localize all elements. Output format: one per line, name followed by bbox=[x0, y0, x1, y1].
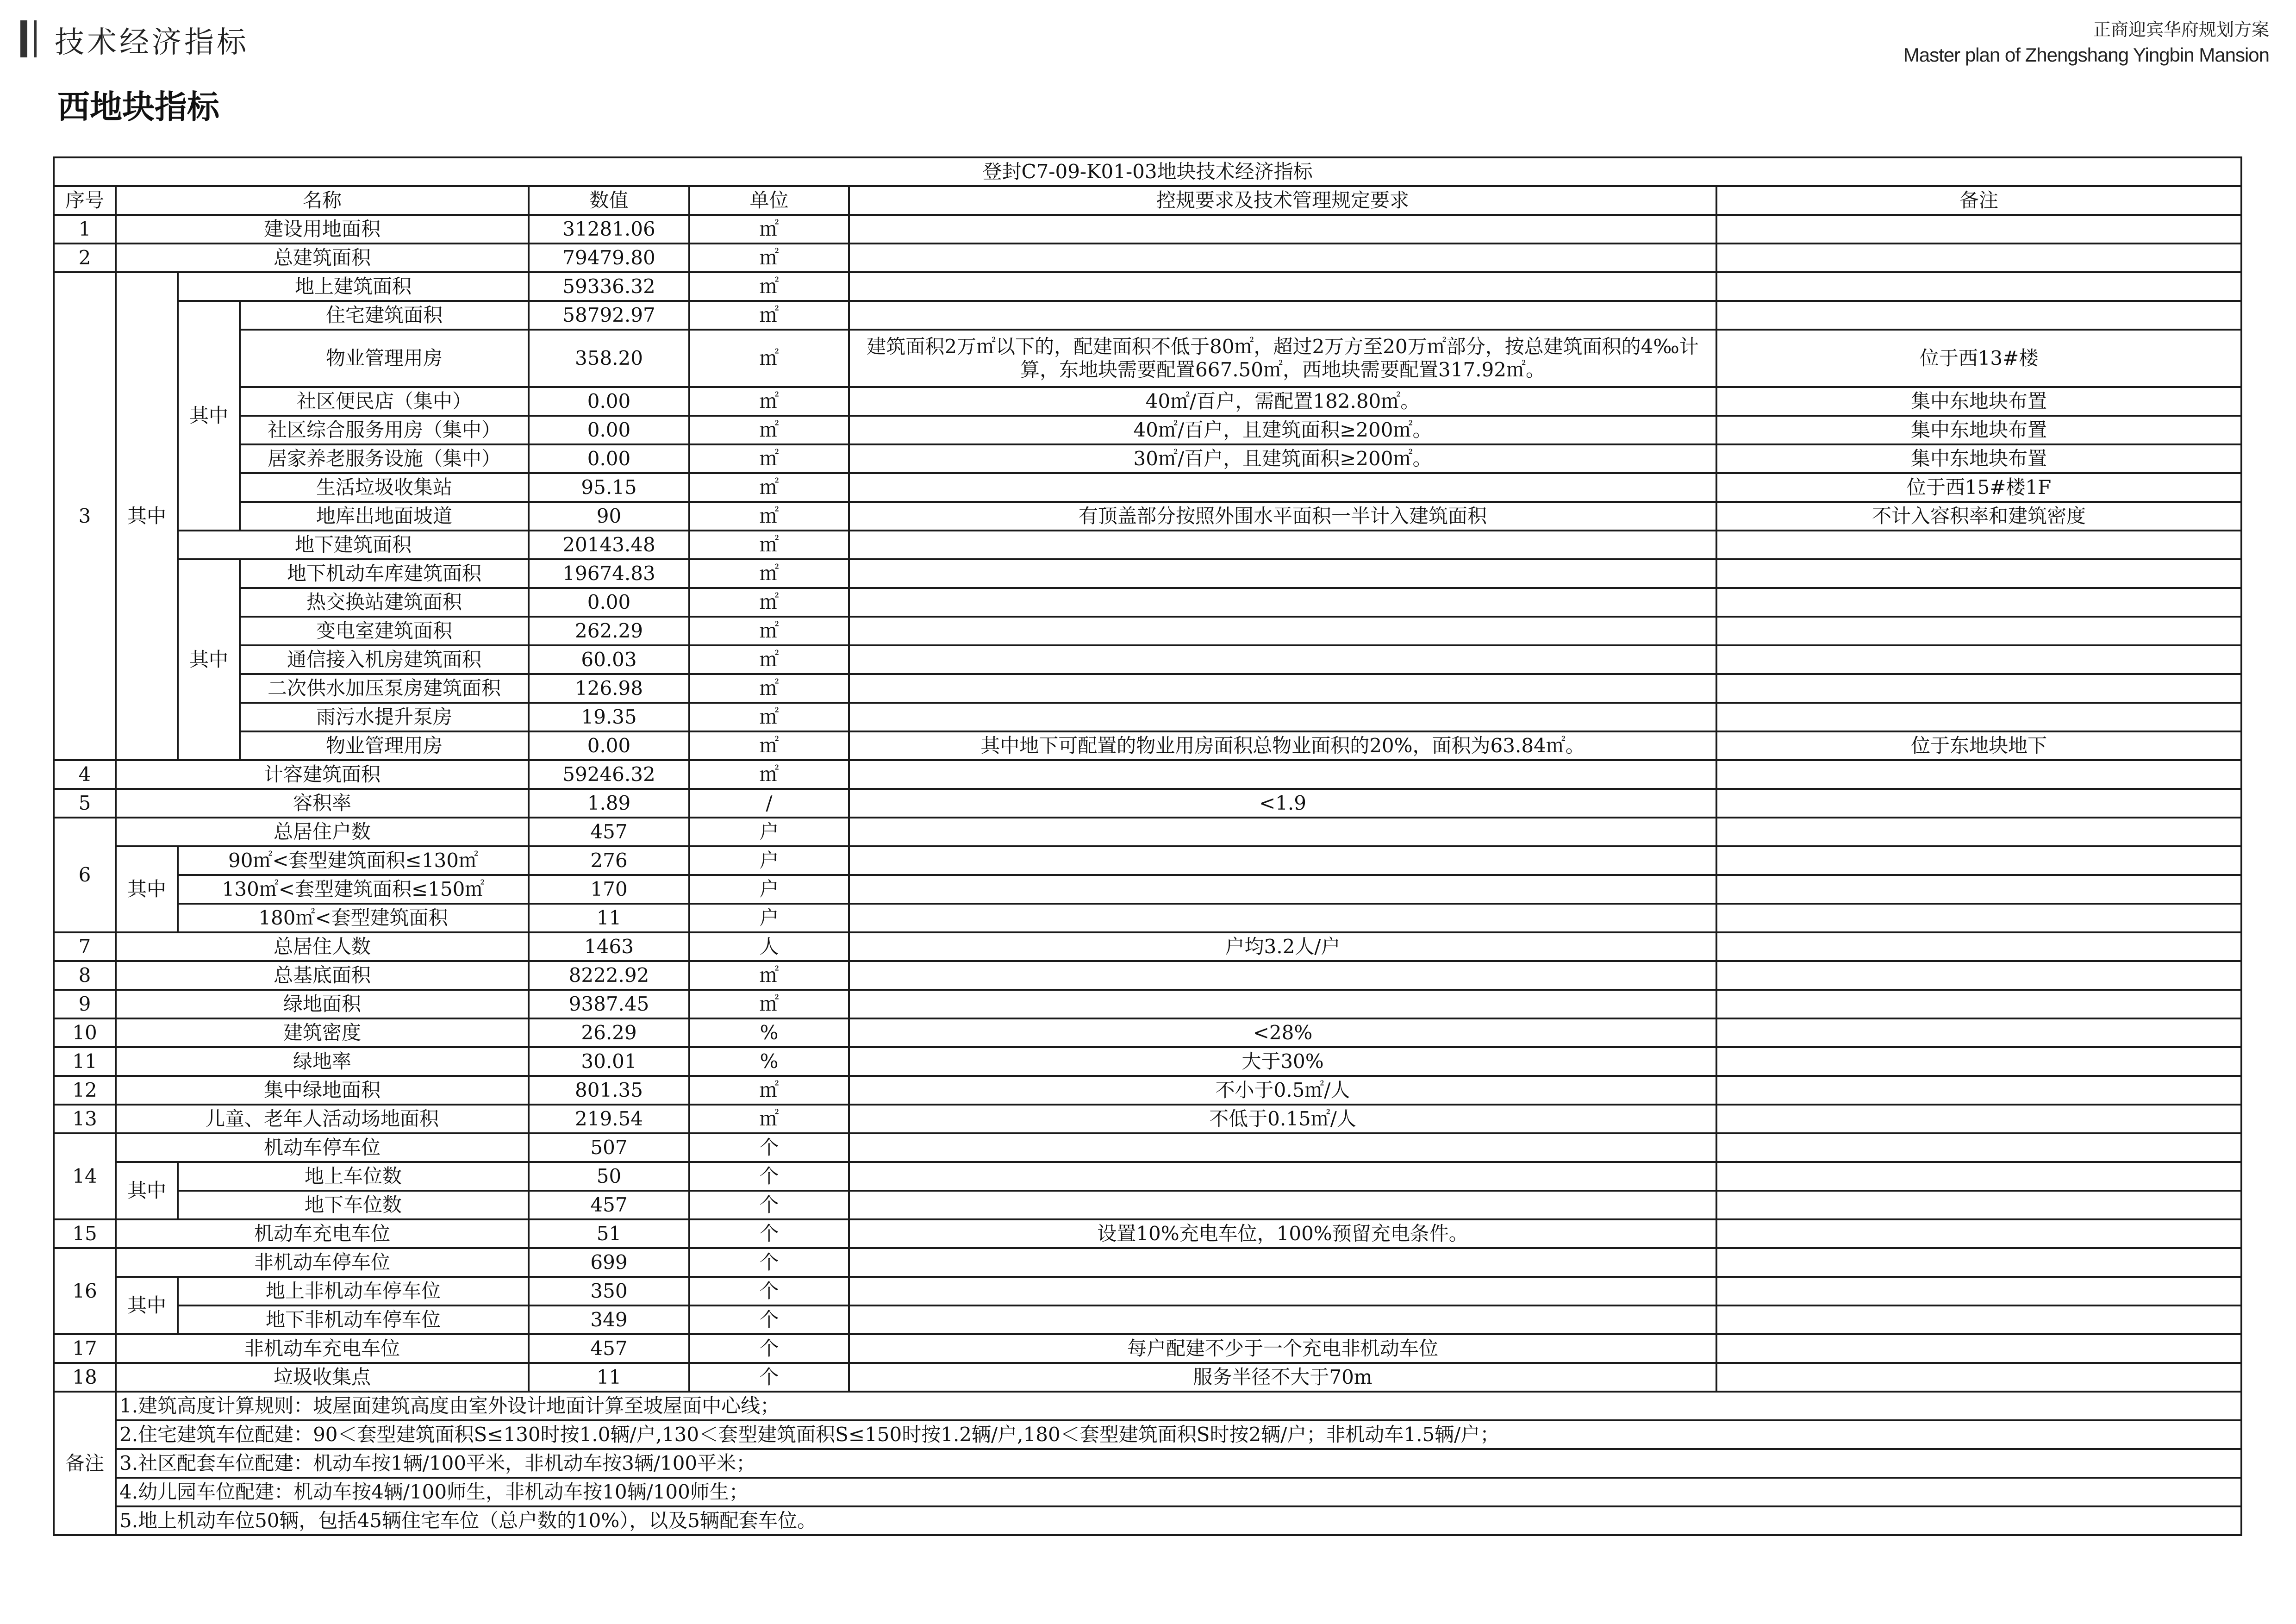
row-number: 3 bbox=[54, 272, 116, 760]
item-note bbox=[1716, 1219, 2241, 1248]
header-no: 序号 bbox=[54, 186, 116, 215]
item-unit: ㎡ bbox=[689, 1105, 849, 1133]
item-value: 50 bbox=[529, 1162, 689, 1191]
item-unit: 个 bbox=[689, 1248, 849, 1277]
item-note: 集中东地块布置 bbox=[1716, 387, 2241, 416]
item-value: 20143.48 bbox=[529, 531, 689, 559]
item-requirement: 每户配建不少于一个充电非机动车位 bbox=[849, 1334, 1716, 1363]
table-row bbox=[54, 846, 2241, 875]
item-value: 9387.45 bbox=[529, 990, 689, 1018]
item-name: 物业管理用房 bbox=[240, 731, 529, 760]
item-note bbox=[1716, 559, 2241, 588]
item-note bbox=[1716, 1018, 2241, 1047]
table-row bbox=[54, 818, 2241, 846]
item-note bbox=[1716, 760, 2241, 789]
qizhong-label: 其中 bbox=[178, 301, 240, 531]
header-note: 备注 bbox=[1716, 186, 2241, 215]
item-unit: ㎡ bbox=[689, 301, 849, 330]
item-unit: ㎡ bbox=[689, 272, 849, 301]
item-name: 社区综合服务用房（集中） bbox=[240, 416, 529, 444]
item-value: 358.20 bbox=[529, 330, 689, 387]
item-name: 二次供水加压泵房建筑面积 bbox=[240, 674, 529, 703]
item-name: 130㎡<套型建筑面积≤150㎡ bbox=[178, 875, 529, 904]
remark-line: 5.地上机动车位50辆，包括45辆住宅车位（总户数的10%），以及5辆配套车位。 bbox=[116, 1506, 2241, 1535]
item-unit: ㎡ bbox=[689, 559, 849, 588]
item-value: 1463 bbox=[529, 932, 689, 961]
item-note bbox=[1716, 215, 2241, 244]
item-name: 机动车停车位 bbox=[116, 1133, 529, 1162]
item-note bbox=[1716, 703, 2241, 731]
item-requirement bbox=[849, 617, 1716, 645]
row-number: 10 bbox=[54, 1018, 116, 1047]
item-value: 0.00 bbox=[529, 444, 689, 473]
item-name: 总居住人数 bbox=[116, 932, 529, 961]
item-name: 地上非机动车停车位 bbox=[178, 1277, 529, 1305]
item-unit: ㎡ bbox=[689, 617, 849, 645]
item-unit: ㎡ bbox=[689, 1076, 849, 1105]
item-note bbox=[1716, 846, 2241, 875]
table-row bbox=[54, 760, 2241, 789]
item-unit: ㎡ bbox=[689, 502, 849, 531]
item-note bbox=[1716, 1277, 2241, 1305]
item-name: 生活垃圾收集站 bbox=[240, 473, 529, 502]
item-note bbox=[1716, 875, 2241, 904]
item-unit: ㎡ bbox=[689, 444, 849, 473]
row-number: 8 bbox=[54, 961, 116, 990]
item-name: 建设用地面积 bbox=[116, 215, 529, 244]
item-name: 儿童、老年人活动场地面积 bbox=[116, 1105, 529, 1133]
table-row bbox=[54, 1248, 2241, 1277]
table-row bbox=[54, 932, 2241, 961]
item-requirement bbox=[849, 961, 1716, 990]
item-note bbox=[1716, 244, 2241, 272]
table-row bbox=[54, 674, 2241, 703]
row-number: 11 bbox=[54, 1047, 116, 1076]
item-requirement: 设置10%充电车位，100%预留充电条件。 bbox=[849, 1219, 1716, 1248]
item-unit: 个 bbox=[689, 1133, 849, 1162]
project-brand bbox=[1903, 18, 2269, 68]
item-unit: ㎡ bbox=[689, 990, 849, 1018]
item-requirement bbox=[849, 674, 1716, 703]
item-value: 457 bbox=[529, 1334, 689, 1363]
item-requirement bbox=[849, 904, 1716, 932]
title-bar-mark bbox=[20, 20, 27, 57]
item-value: 60.03 bbox=[529, 645, 689, 674]
item-note bbox=[1716, 1047, 2241, 1076]
item-name: 社区便民店（集中） bbox=[240, 387, 529, 416]
item-value: 262.29 bbox=[529, 617, 689, 645]
item-name: 地库出地面坡道 bbox=[240, 502, 529, 531]
section-title: 西地块指标 bbox=[57, 88, 219, 126]
item-value: 0.00 bbox=[529, 588, 689, 617]
table-row bbox=[54, 617, 2241, 645]
item-note bbox=[1716, 1363, 2241, 1392]
item-requirement bbox=[849, 760, 1716, 789]
remarks-label: 备注 bbox=[54, 1392, 116, 1535]
table-row bbox=[54, 416, 2241, 444]
item-requirement bbox=[849, 703, 1716, 731]
item-requirement: 建筑面积2万㎡以下的，配建面积不低于80㎡，超过2万方至20万㎡部分，按总建筑面积的4‰计算，东地块需要配置667.50㎡，西地块需要配置317.92㎡。 bbox=[849, 330, 1716, 387]
item-unit: ㎡ bbox=[689, 531, 849, 559]
item-name: 地下非机动车停车位 bbox=[178, 1305, 529, 1334]
item-unit: 户 bbox=[689, 846, 849, 875]
item-name: 非机动车充电车位 bbox=[116, 1334, 529, 1363]
item-unit: ㎡ bbox=[689, 703, 849, 731]
table-row bbox=[54, 301, 2241, 330]
item-value: 350 bbox=[529, 1277, 689, 1305]
item-requirement bbox=[849, 588, 1716, 617]
item-value: 59336.32 bbox=[529, 272, 689, 301]
item-value: 79479.80 bbox=[529, 244, 689, 272]
table-row bbox=[54, 502, 2241, 531]
title-bar-mark-thin bbox=[34, 20, 37, 57]
table-row bbox=[54, 330, 2241, 387]
table-row bbox=[54, 1047, 2241, 1076]
table-row bbox=[54, 559, 2241, 588]
item-note bbox=[1716, 961, 2241, 990]
item-note bbox=[1716, 1305, 2241, 1334]
row-number: 14 bbox=[54, 1133, 116, 1219]
item-value: 30.01 bbox=[529, 1047, 689, 1076]
item-value: 457 bbox=[529, 818, 689, 846]
item-unit: ㎡ bbox=[689, 961, 849, 990]
item-name: 绿地率 bbox=[116, 1047, 529, 1076]
item-value: 349 bbox=[529, 1305, 689, 1334]
row-number: 13 bbox=[54, 1105, 116, 1133]
item-requirement bbox=[849, 846, 1716, 875]
row-number: 12 bbox=[54, 1076, 116, 1105]
item-name: 物业管理用房 bbox=[240, 330, 529, 387]
table-row bbox=[54, 875, 2241, 904]
item-requirement: 不低于0.15㎡/人 bbox=[849, 1105, 1716, 1133]
table-row bbox=[54, 531, 2241, 559]
header-value: 数值 bbox=[529, 186, 689, 215]
item-note bbox=[1716, 1105, 2241, 1133]
item-requirement bbox=[849, 818, 1716, 846]
item-name: 集中绿地面积 bbox=[116, 1076, 529, 1105]
item-unit: 个 bbox=[689, 1162, 849, 1191]
table-row bbox=[54, 588, 2241, 617]
item-requirement bbox=[849, 1305, 1716, 1334]
item-value: 11 bbox=[529, 904, 689, 932]
qizhong-label: 其中 bbox=[178, 559, 240, 760]
item-name: 变电室建筑面积 bbox=[240, 617, 529, 645]
table-row bbox=[54, 1478, 2241, 1506]
table-row bbox=[54, 473, 2241, 502]
item-name: 雨污水提升泵房 bbox=[240, 703, 529, 731]
item-requirement bbox=[849, 1162, 1716, 1191]
item-unit: 个 bbox=[689, 1305, 849, 1334]
table-row bbox=[54, 1076, 2241, 1105]
item-note bbox=[1716, 531, 2241, 559]
item-requirement bbox=[849, 531, 1716, 559]
item-note: 不计入容积率和建筑密度 bbox=[1716, 502, 2241, 531]
table-row bbox=[54, 961, 2241, 990]
item-requirement bbox=[849, 244, 1716, 272]
indicator-table bbox=[53, 156, 2242, 1536]
item-name: 180㎡<套型建筑面积 bbox=[178, 904, 529, 932]
caption-row bbox=[54, 157, 2241, 186]
row-number: 7 bbox=[54, 932, 116, 961]
item-value: 19674.83 bbox=[529, 559, 689, 588]
item-unit: 个 bbox=[689, 1334, 849, 1363]
table-row bbox=[54, 789, 2241, 818]
item-name: 机动车充电车位 bbox=[116, 1219, 529, 1248]
item-unit: 户 bbox=[689, 818, 849, 846]
item-requirement bbox=[849, 559, 1716, 588]
qizhong-label: 其中 bbox=[116, 846, 178, 932]
table-row bbox=[54, 215, 2241, 244]
item-value: 126.98 bbox=[529, 674, 689, 703]
item-requirement bbox=[849, 875, 1716, 904]
item-unit: % bbox=[689, 1018, 849, 1047]
item-value: 801.35 bbox=[529, 1076, 689, 1105]
item-name: 地上车位数 bbox=[178, 1162, 529, 1191]
item-name: 绿地面积 bbox=[116, 990, 529, 1018]
item-note: 位于东地块地下 bbox=[1716, 731, 2241, 760]
item-requirement: 不小于0.5㎡/人 bbox=[849, 1076, 1716, 1105]
table-row bbox=[54, 387, 2241, 416]
row-number: 16 bbox=[54, 1248, 116, 1334]
table-row bbox=[54, 1506, 2241, 1535]
row-number: 17 bbox=[54, 1334, 116, 1363]
item-note bbox=[1716, 789, 2241, 818]
item-requirement: 其中地下可配置的物业用房面积总物业面积的20%，面积为63.84㎡。 bbox=[849, 731, 1716, 760]
row-number: 18 bbox=[54, 1363, 116, 1392]
item-value: 276 bbox=[529, 846, 689, 875]
item-value: 26.29 bbox=[529, 1018, 689, 1047]
item-note bbox=[1716, 674, 2241, 703]
item-note: 位于西13#楼 bbox=[1716, 330, 2241, 387]
table-row bbox=[54, 645, 2241, 674]
item-note bbox=[1716, 904, 2241, 932]
item-requirement: <28% bbox=[849, 1018, 1716, 1047]
item-value: 1.89 bbox=[529, 789, 689, 818]
item-requirement bbox=[849, 1133, 1716, 1162]
table-row bbox=[54, 731, 2241, 760]
table-row bbox=[54, 1363, 2241, 1392]
remark-line: 2.住宅建筑车位配建：90＜套型建筑面积S≤130时按1.0辆/户,130＜套型建筑面积S≤150时按1.2辆/户,180＜套型建筑面积S时按2辆/户；非机动车1.5辆/户； bbox=[116, 1420, 2241, 1449]
item-unit: ㎡ bbox=[689, 330, 849, 387]
item-unit: 个 bbox=[689, 1191, 849, 1219]
item-name: 容积率 bbox=[116, 789, 529, 818]
item-value: 51 bbox=[529, 1219, 689, 1248]
table-row bbox=[54, 1449, 2241, 1478]
item-requirement bbox=[849, 1248, 1716, 1277]
item-note bbox=[1716, 272, 2241, 301]
table-caption: 登封C7-09-K01-03地块技术经济指标 bbox=[54, 157, 2241, 186]
header-row bbox=[54, 186, 2241, 215]
item-name: 居家养老服务设施（集中） bbox=[240, 444, 529, 473]
page-title: 技术经济指标 bbox=[55, 25, 249, 60]
item-note bbox=[1716, 1162, 2241, 1191]
remark-line: 3.社区配套车位配建：机动车按1辆/100平米，非机动车按3辆/100平米； bbox=[116, 1449, 2241, 1478]
item-value: 0.00 bbox=[529, 387, 689, 416]
item-name: 地下机动车库建筑面积 bbox=[240, 559, 529, 588]
item-name: 非机动车停车位 bbox=[116, 1248, 529, 1277]
item-value: 95.15 bbox=[529, 473, 689, 502]
item-unit: ㎡ bbox=[689, 645, 849, 674]
brand-english: Master plan of Zhengshang Yingbin Mansion bbox=[1903, 44, 2269, 66]
item-requirement bbox=[849, 215, 1716, 244]
table-row bbox=[54, 1018, 2241, 1047]
row-number: 1 bbox=[54, 215, 116, 244]
item-value: 8222.92 bbox=[529, 961, 689, 990]
item-unit: ㎡ bbox=[689, 588, 849, 617]
qizhong-label: 其中 bbox=[116, 272, 178, 760]
item-requirement bbox=[849, 272, 1716, 301]
table-row bbox=[54, 1420, 2241, 1449]
item-value: 59246.32 bbox=[529, 760, 689, 789]
item-value: 0.00 bbox=[529, 731, 689, 760]
item-value: 219.54 bbox=[529, 1105, 689, 1133]
item-unit: ㎡ bbox=[689, 473, 849, 502]
item-requirement: 40㎡/百户，需配置182.80㎡。 bbox=[849, 387, 1716, 416]
item-unit: ㎡ bbox=[689, 215, 849, 244]
table-row bbox=[54, 1392, 2241, 1420]
item-note bbox=[1716, 1191, 2241, 1219]
item-requirement bbox=[849, 645, 1716, 674]
item-note bbox=[1716, 617, 2241, 645]
item-requirement bbox=[849, 1191, 1716, 1219]
item-unit: % bbox=[689, 1047, 849, 1076]
item-note: 集中东地块布置 bbox=[1716, 416, 2241, 444]
item-note: 集中东地块布置 bbox=[1716, 444, 2241, 473]
brand-chinese: 正商迎宾华府规划方案 bbox=[2093, 20, 2269, 40]
row-number: 2 bbox=[54, 244, 116, 272]
item-value: 507 bbox=[529, 1133, 689, 1162]
remark-line: 1.建筑高度计算规则：坡屋面建筑高度由室外设计地面计算至坡屋面中心线； bbox=[116, 1392, 2241, 1420]
table-row bbox=[54, 1162, 2241, 1191]
table-row bbox=[54, 1334, 2241, 1363]
item-unit: ㎡ bbox=[689, 387, 849, 416]
item-note bbox=[1716, 1133, 2241, 1162]
item-requirement bbox=[849, 990, 1716, 1018]
item-requirement: 户均3.2人/户 bbox=[849, 932, 1716, 961]
item-value: 699 bbox=[529, 1248, 689, 1277]
table-row bbox=[54, 703, 2241, 731]
item-value: 457 bbox=[529, 1191, 689, 1219]
qizhong-label: 其中 bbox=[116, 1277, 178, 1334]
item-requirement: 服务半径不大于70m bbox=[849, 1363, 1716, 1392]
item-note bbox=[1716, 1076, 2241, 1105]
item-value: 31281.06 bbox=[529, 215, 689, 244]
item-note bbox=[1716, 932, 2241, 961]
item-value: 0.00 bbox=[529, 416, 689, 444]
item-note: 位于西15#楼1F bbox=[1716, 473, 2241, 502]
item-requirement: 有顶盖部分按照外围水平面积一半计入建筑面积 bbox=[849, 502, 1716, 531]
item-name: 总建筑面积 bbox=[116, 244, 529, 272]
item-unit: 户 bbox=[689, 875, 849, 904]
item-name: 热交换站建筑面积 bbox=[240, 588, 529, 617]
item-requirement: 大于30% bbox=[849, 1047, 1716, 1076]
header-name: 名称 bbox=[116, 186, 529, 215]
table-row bbox=[54, 1219, 2241, 1248]
item-name: 住宅建筑面积 bbox=[240, 301, 529, 330]
item-note bbox=[1716, 818, 2241, 846]
table-row bbox=[54, 1191, 2241, 1219]
row-number: 5 bbox=[54, 789, 116, 818]
table-row bbox=[54, 1277, 2241, 1305]
item-unit: 人 bbox=[689, 932, 849, 961]
item-note bbox=[1716, 301, 2241, 330]
table-row bbox=[54, 1133, 2241, 1162]
item-requirement: 40㎡/百户，且建筑面积≥200㎡。 bbox=[849, 416, 1716, 444]
item-note bbox=[1716, 645, 2241, 674]
item-note bbox=[1716, 1248, 2241, 1277]
item-name: 地上建筑面积 bbox=[178, 272, 529, 301]
item-value: 90 bbox=[529, 502, 689, 531]
table-row bbox=[54, 444, 2241, 473]
item-requirement bbox=[849, 1277, 1716, 1305]
item-unit: 个 bbox=[689, 1219, 849, 1248]
item-note bbox=[1716, 1334, 2241, 1363]
item-unit: 个 bbox=[689, 1277, 849, 1305]
item-unit: 个 bbox=[689, 1363, 849, 1392]
row-number: 9 bbox=[54, 990, 116, 1018]
item-name: 通信接入机房建筑面积 bbox=[240, 645, 529, 674]
item-name: 总居住户数 bbox=[116, 818, 529, 846]
item-name: 地下建筑面积 bbox=[178, 531, 529, 559]
item-unit: ㎡ bbox=[689, 674, 849, 703]
item-unit: / bbox=[689, 789, 849, 818]
item-name: 90㎡<套型建筑面积≤130㎡ bbox=[178, 846, 529, 875]
item-name: 总基底面积 bbox=[116, 961, 529, 990]
row-number: 4 bbox=[54, 760, 116, 789]
item-requirement: 30㎡/百户，且建筑面积≥200㎡。 bbox=[849, 444, 1716, 473]
table-row bbox=[54, 244, 2241, 272]
row-number: 6 bbox=[54, 818, 116, 932]
item-name: 建筑密度 bbox=[116, 1018, 529, 1047]
header-unit: 单位 bbox=[689, 186, 849, 215]
item-requirement bbox=[849, 473, 1716, 502]
item-requirement: <1.9 bbox=[849, 789, 1716, 818]
table-row bbox=[54, 904, 2241, 932]
item-name: 垃圾收集点 bbox=[116, 1363, 529, 1392]
table-row bbox=[54, 1305, 2241, 1334]
item-unit: ㎡ bbox=[689, 760, 849, 789]
table-row bbox=[54, 1105, 2241, 1133]
item-unit: ㎡ bbox=[689, 244, 849, 272]
table-row bbox=[54, 990, 2241, 1018]
item-name: 计容建筑面积 bbox=[116, 760, 529, 789]
item-unit: ㎡ bbox=[689, 416, 849, 444]
item-unit: 户 bbox=[689, 904, 849, 932]
item-requirement bbox=[849, 301, 1716, 330]
item-value: 11 bbox=[529, 1363, 689, 1392]
item-note bbox=[1716, 588, 2241, 617]
table-row bbox=[54, 272, 2241, 301]
qizhong-label: 其中 bbox=[116, 1162, 178, 1219]
row-number: 15 bbox=[54, 1219, 116, 1248]
header-requirement: 控规要求及技术管理规定要求 bbox=[849, 186, 1716, 215]
item-name: 地下车位数 bbox=[178, 1191, 529, 1219]
remark-line: 4.幼儿园车位配建：机动车按4辆/100师生，非机动车按10辆/100师生； bbox=[116, 1478, 2241, 1506]
item-value: 58792.97 bbox=[529, 301, 689, 330]
item-note bbox=[1716, 990, 2241, 1018]
item-value: 19.35 bbox=[529, 703, 689, 731]
item-unit: ㎡ bbox=[689, 731, 849, 760]
item-value: 170 bbox=[529, 875, 689, 904]
